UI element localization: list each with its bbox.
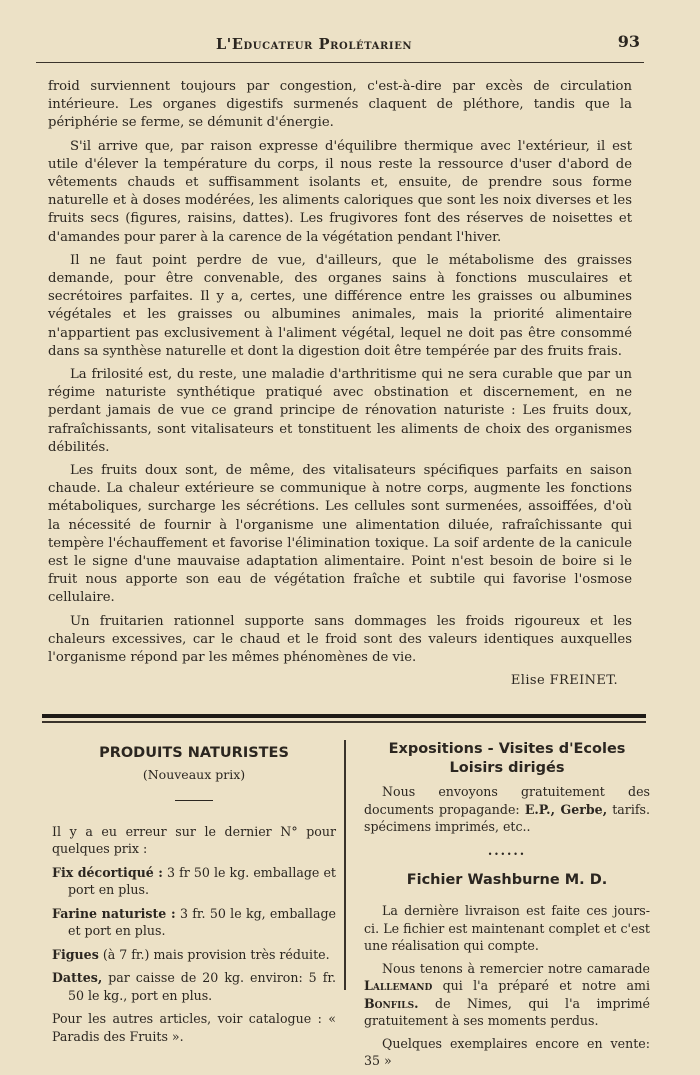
produits-section <box>52 744 336 1051</box>
expositions-bold: E.P., Gerbe, <box>524 801 608 817</box>
fichier-paragraph: La dernière livraison est faite ces jours-ci. Le fichier est maintenant complet et c'est une réalisation qui compte. <box>364 903 650 953</box>
produits-outro: Pour les autres articles, voir catalogue : « Paradis des Fruits ». <box>52 1011 336 1044</box>
article-signature: Elise FREINET. <box>510 673 618 689</box>
article-paragraph: Un fruitarien rationnel supporte sans dommages les froids rigoureux et les chaleurs excessives, car le chaud et le froid sont des valeurs identiques auxquelles l'organisme répond par les mêmes phénomènes de vie. <box>48 613 632 666</box>
expositions-title-line1: Expositions - Visites d'Ecoles <box>388 741 626 757</box>
fichier-name-bonfils: Bonfils. <box>364 995 419 1011</box>
fichier-paragraph <box>364 960 650 1030</box>
article-paragraph: La frilosité est, du reste, une maladie d'arthritisme qui ne sera curable que par un régime naturiste synthétique pratiqué avec obstination et discernement, en ne perdant jamais de vue ce grand principe de rénovation naturiste : Les fruits doux, rafraîchissants, sont vitalisateurs et tonstituent les aliments de choix des organismes débilités. <box>48 367 632 455</box>
expositions-text-post: tarifs. spécimens imprimés, etc.. <box>364 801 650 834</box>
produit-item <box>52 969 336 1004</box>
page-header <box>36 30 644 63</box>
produits-subtitle: (Nouveaux prix) <box>142 767 246 782</box>
produits-title: PRODUITS NATURISTES <box>99 745 289 761</box>
produit-item <box>52 946 336 964</box>
produit-item <box>52 864 336 899</box>
fichier-text: Nous tenons à remercier notre camarade <box>382 960 650 976</box>
produits-intro: Il y a eu erreur sur le dernier N° pour quelques prix : <box>52 823 336 856</box>
page-number: 93 <box>617 32 640 51</box>
produit-text: 3 fr. 50 le kg, emballage et port en plus. <box>68 905 336 938</box>
fichier-paragraph: Quelques exemplaires encore en vente: 35 » <box>364 1035 650 1068</box>
produit-name: Farine naturiste : <box>52 905 176 921</box>
expositions-text-pre: Nous envoyons gratuitement des documents propagande: <box>364 784 650 817</box>
produit-name: Figues <box>52 946 99 962</box>
announcements-column <box>364 740 650 1075</box>
fichier-title: Fichier Washburne M. D. <box>406 872 608 888</box>
short-divider <box>175 800 213 801</box>
produit-text: (à 7 fr.) mais provision très réduite. <box>102 946 330 962</box>
article-paragraph: S'il arrive que, par raison expresse d'équilibre thermique avec l'extérieur, il est utile d'élever la température du corps, il nous reste la ressource d'user d'abord de vêtements chauds et suffisamment isolants et, ensuite, de prendre sous forme naturelle et à doses modérées, les aliments caloriques que sont les noix diverses et les fruits secs (figures, raisins, dattes). Les frugivores font des réserves de noisettes et d'amandes pour parer à la carence de la végétation pendant l'hiver. <box>48 138 632 245</box>
expositions-text <box>364 783 650 836</box>
article-body <box>48 78 632 691</box>
article-paragraph: Il ne faut point perdre de vue, d'ailleurs, que le métabolisme des graisses demande, pour être convenable, des organes sains à fonctions musculaires et secrétoires parfaites. Il y a, certes, une différence entre les graisses ou albumines végétales et les graisses ou albumines animales, mais la priorité alimentaire n'appartient pas exclusivement à l'aliment végétal, lequel ne doit pas être consommé dans sa synthèse naturelle et dont la digestion doit être tempérée par des fruits frais. <box>48 252 632 359</box>
article-paragraph: froid surviennent toujours par congestion, c'est-à-dire par excès de circulation intérieure. Les organes digestifs surmenés claquent de pléthore, tandis que la périphérie se ferme, se démunit d'énergie. <box>48 79 632 131</box>
column-divider <box>344 740 346 990</box>
fichier-text: de Nimes, qui l'a imprimé gratuitement à ses moments perdus. <box>364 995 650 1028</box>
expositions-title-line2: Loisirs dirigés <box>449 760 565 776</box>
expositions-title <box>364 740 650 778</box>
produit-text: 3 fr 50 le kg. emballage et port en plus. <box>68 864 336 897</box>
article-paragraph: Les fruits doux sont, de même, des vitalisateurs spécifiques parfaits en saison chaude. La chaleur extérieure se communique à notre corps, augmente les fonctions métaboliques, surcharge les sécrétions. Les cellules sont surmenées, assoiffées, d'où la nécessité de fournir à l'organisme une alimentation diluée, rafraîchissante qui tempère l'échauffement et favorise l'élimination toxique. La soif ardente de la canicule est le signe d'une mauvaise adaptation alimentaire. Point n'est besoin de boire si le fruit nous apporte son eau de végétation fraîche et subtile qui favorise l'osmose cellulaire. <box>48 463 632 606</box>
produit-item <box>52 905 336 940</box>
section-divider-thin <box>42 721 646 723</box>
section-divider-thick <box>42 714 646 718</box>
fichier-name-lallemand: Lallemand <box>364 978 433 993</box>
journal-title: L'Educateur Prolétarien <box>216 36 413 53</box>
produit-name: Fix décortiqué : <box>52 864 163 880</box>
fichier-text: qui l'a préparé et notre ami <box>432 978 650 993</box>
produit-name: Dattes, <box>52 970 103 985</box>
produit-text: par caisse de 20 kg. environ: 5 fr. 50 le kg., port en plus. <box>68 970 336 1003</box>
dots-separator: ...... <box>487 842 527 858</box>
